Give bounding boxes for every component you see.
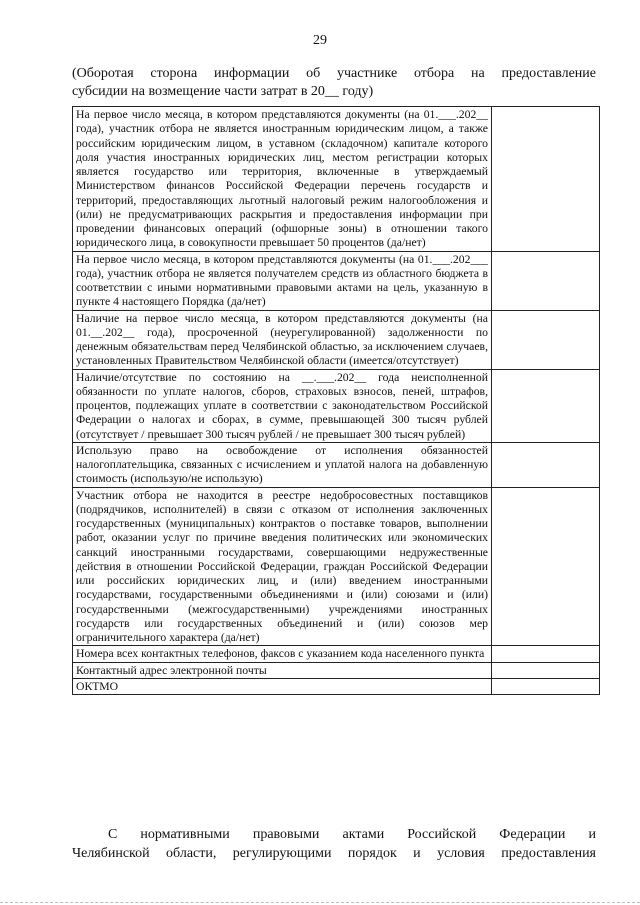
answer-cell[interactable] xyxy=(492,646,600,662)
answer-cell[interactable] xyxy=(492,310,600,369)
question-cell: На первое число месяца, в котором представляются документы (на 01.___.202__ года), участник отбора не является иностранным юридическим лицом, а также российским юридическим лицом, в уставном (складочном) капитале которого доля участия иностранных юридических лиц, местом регистрации которых является государство или территория, включенные в утверждаемый Министерством финансов Российской Федерации перечень государств и территорий, предоставляющих льготный налоговый режим налогообложения и (или) не предусматривающих раскрытия и предоставления информации при проведении финансовых операций (офшорные зоны) в отношении такого юридического лица, в совокупности превышает 50 процентов (да/нет) xyxy=(73,107,492,252)
table-row xyxy=(73,646,600,662)
question-cell: Номера всех контактных телефонов, факсов с указанием кода населенного пункта xyxy=(73,646,492,662)
table-row xyxy=(73,487,600,646)
answer-cell[interactable] xyxy=(492,487,600,646)
answer-cell[interactable] xyxy=(492,107,600,252)
table-row xyxy=(73,310,600,369)
answer-cell[interactable] xyxy=(492,251,600,310)
table-row xyxy=(73,369,600,442)
footer-line-1: С нормативными правовыми актами Российской Федерации и xyxy=(108,827,596,842)
question-cell: Наличие на первое число месяца, в котором представляются документы (на 01.__.202__ года), просроченной (неурегулированной) задолженности по денежным обязательствам перед Челябинской областью, за исключением случаев, установленных Правительством Челябинской области (имеется/отсутствует) xyxy=(73,310,492,369)
participant-info-table xyxy=(72,106,600,695)
table-row xyxy=(73,662,600,678)
question-cell: Участник отбора не находится в реестре недобросовестных поставщиков (подрядчиков, исполнителей) в связи с отказом от исполнения заключенных государственных (муниципальных) контрактов о поставке товаров, выполнении работ, оказании услуг по причине введения политических или экономических санкций иностранными государствами, совершающими недружественные действия в отношении Российской Федерации, граждан Российской Федерации или российских юридических лиц, и (или) введением иностранными государствами, государственными объединениями и (или) союзами и (или) государственными (межгосударственными) учреждениями иностранных государств или государственных объединений и (или) союзов мер ограничительного характера (да/нет) xyxy=(73,487,492,646)
table-row xyxy=(73,251,600,310)
question-cell: ОКТМО xyxy=(73,678,492,694)
table-row xyxy=(73,442,600,487)
question-cell: Наличие/отсутствие по состоянию на __.___.202__ года неисполненной обязанности по уплате налогов, сборов, страховых взносов, пеней, штрафов, процентов, подлежащих уплате в соответствии с законодательством Российской Федерации о налогах и сборах, в сумме, превышающей 300 тысяч рублей (отсутствует / превышает 300 тысяч рублей / не превышает 300 тысяч рублей) xyxy=(73,369,492,442)
heading-line-2: субсидии на возмещение части затрат в 20__ году) xyxy=(72,84,374,99)
answer-cell[interactable] xyxy=(492,442,600,487)
heading-line-1: (Оборотая сторона информации об участнике отбора на предоставление xyxy=(72,66,596,81)
page-number: 29 xyxy=(313,33,327,48)
question-cell: На первое число месяца, в котором представляются документы (на 01.___.202___ года), участник отбора не является получателем средств из областного бюджета в соответствии с иными нормативными правовыми актами на цель, указанную в пункте 4 настоящего Порядка (да/нет) xyxy=(73,251,492,310)
footer-line-2: Челябинской области, регулирующими порядок и условия предоставления xyxy=(72,846,596,861)
answer-cell[interactable] xyxy=(492,678,600,694)
answer-cell[interactable] xyxy=(492,662,600,678)
question-cell: Контактный адрес электронной почты xyxy=(73,662,492,678)
question-cell: Использую право на освобождение от исполнения обязанностей налогоплательщика, связанных с исчислением и уплатой налога на добавленную стоимость (использую/не использую) xyxy=(73,442,492,487)
answer-cell[interactable] xyxy=(492,369,600,442)
table-row xyxy=(73,678,600,694)
table-row xyxy=(73,107,600,252)
